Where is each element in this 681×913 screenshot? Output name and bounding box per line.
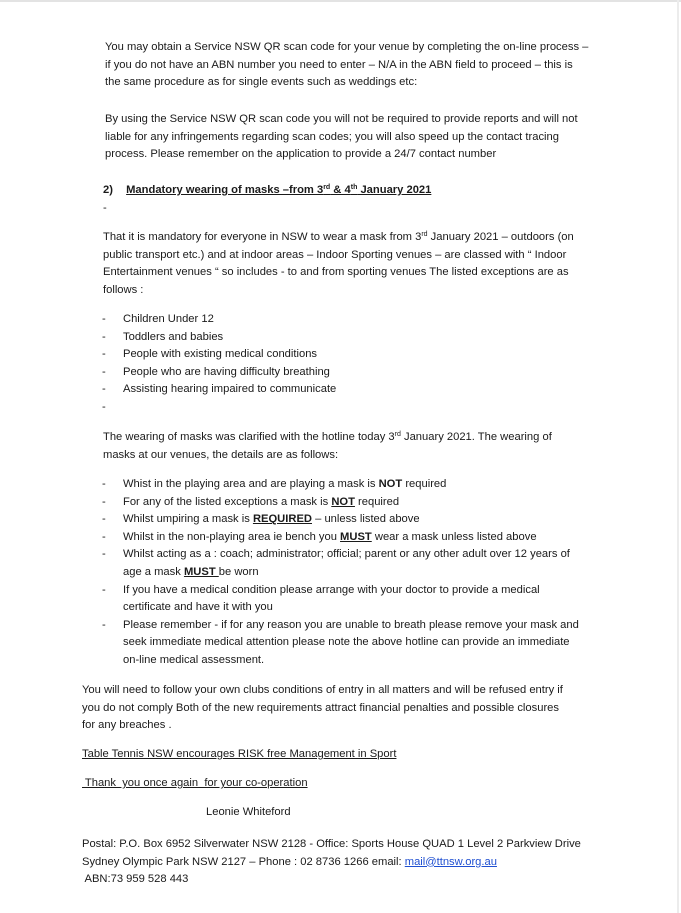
thanks-line: Thank you once again for your co-operation (82, 777, 308, 789)
details-list (102, 476, 579, 670)
text-line: for any breaches . (82, 719, 172, 732)
list-item: - Children Under 12 (102, 313, 214, 325)
text-line: You will need to follow your own clubs conditions of entry in all matters and will be refused entry if (82, 684, 563, 696)
text-line: public transport etc.) and at indoor areas – Indoor Sporting venues – are classed with “ Indoor (103, 248, 567, 261)
text-line: process. Please remember on the application to provide a 24/7 contact number (105, 148, 497, 161)
section-heading (103, 182, 431, 200)
clubs-paragraph (82, 682, 563, 735)
signature-name: Leonie Whiteford (206, 806, 291, 818)
text-line: the same procedure as for single events such as weddings etc: (105, 76, 418, 89)
list-item: - Whilst acting as a : coach; administrator; official; parent or any other adult over 12 years of age a mask MUST be worn (102, 548, 570, 578)
list-item: - Whilst in the non-playing area ie bench you MUST wear a mask unless listed above (102, 530, 537, 543)
list-item: - If you have a medical condition please arrange with your doctor to provide a medical certificate and have it with you (102, 583, 540, 614)
page-top-border (0, 0, 681, 2)
list-item: - Assisting hearing impaired to communicate (102, 383, 337, 396)
list-item: - People who are having difficulty breathing (102, 365, 330, 378)
text-line: you do not comply Both of the new requirements attract financial penalties and possible closures (82, 701, 559, 714)
page-right-border (677, 0, 679, 913)
footer-phone-line: Sydney Olympic Park NSW 2127 – Phone : 02 8736 1266 email: mail@ttnsw.org.au (82, 855, 497, 868)
footer-postal-line: Postal: P.O. Box 6952 Silverwater NSW 2128 - Office: Sports House QUAD 1 Level 2 Parkview Drive (82, 838, 581, 850)
list-item: - For any of the listed exceptions a mask is NOT required (102, 495, 400, 508)
text-line: masks at our venues, the details are as follows: (103, 448, 339, 461)
text-line: By using the Service NSW QR scan code you will not be required to provide reports and will not (105, 113, 578, 125)
blank-dash: - (103, 202, 107, 214)
scan-code-paragraph (105, 111, 578, 164)
email-link[interactable]: mail@ttnsw.org.au (404, 855, 497, 868)
text-line: follows : (103, 283, 144, 296)
encourage-line: Table Tennis NSW encourages RISK free Management in Sport (82, 748, 397, 760)
qr-code-paragraph (105, 39, 588, 92)
list-item: - Please remember - if for any reason you are unable to breath please remove your mask and seek immediate medical attention please note the above hotline can provide an immediate on-line medical assessment. (102, 618, 579, 666)
text-line: Entertainment venues “ so includes - to and from sporting venues The listed exceptions are as (103, 266, 569, 279)
footer-abn: ABN:73 959 528 443 (82, 873, 189, 886)
section-number: 2) (103, 184, 113, 196)
mandatory-paragraph (103, 229, 574, 299)
footer-contact (82, 836, 581, 889)
text-line: You may obtain a Service NSW QR scan code for your venue by completing the on-line process – (105, 41, 589, 53)
text-line: if you do not have an ABN number you need to enter – N/A in the ABN field to proceed – this is (105, 58, 573, 71)
list-item: - Whist in the playing area and are playing a mask is NOT required (102, 478, 447, 490)
exceptions-list: - Children Under 12 - Toddlers and babies - People with existing medical conditions - People who are having difficulty breathing - Assisting hearing impaired to communicate - (102, 313, 337, 413)
text-line: liable for any infringements regarding scan codes; you will also speed up the contact tracing (105, 130, 559, 143)
text-line: That it is mandatory for everyone in NSW to wear a mask from 3rd January 2021 – outdoors (on (103, 231, 574, 243)
list-item: - People with existing medical conditions (102, 348, 318, 361)
clarified-paragraph (103, 429, 552, 464)
text-line: The wearing of masks was clarified with the hotline today 3rd January 2021. The wearing of (103, 431, 552, 443)
section-title: Mandatory wearing of masks –from 3rd & 4th January 2021 (126, 184, 432, 196)
list-item: - Toddlers and babies (102, 330, 224, 343)
list-item: - Whilst umpiring a mask is REQUIRED – unless listed above (102, 513, 420, 526)
